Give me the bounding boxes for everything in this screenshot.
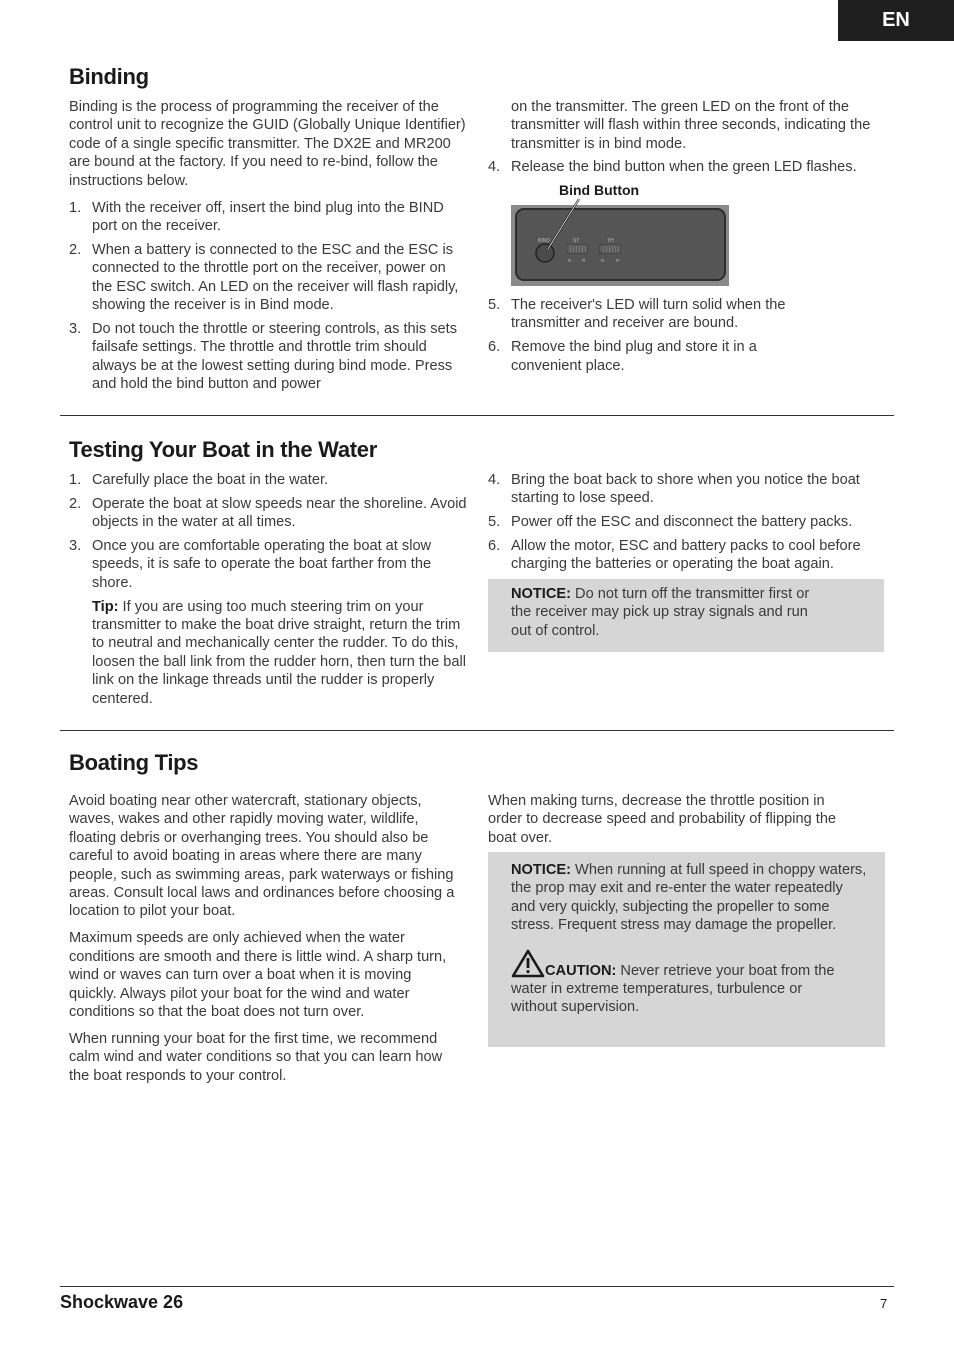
list-item-number: 2. bbox=[69, 241, 82, 258]
notice-label: NOTICE: bbox=[511, 586, 571, 602]
caution-label: CAUTION: bbox=[545, 962, 617, 979]
page-number: 7 bbox=[880, 1296, 888, 1311]
list-item-number: 6. bbox=[488, 339, 501, 356]
testing-heading: Testing Your Boat in the Water bbox=[69, 437, 377, 462]
list-item-number: 6. bbox=[488, 538, 501, 554]
binding-intro: Binding is the process of programming the receiver of the control unit to recognize the GUID (Globally Unique Identifier) code of a single specific transmitter. The DX2E and MR200 are bound at the factory. If you need to re-bind, follow the instructions below. bbox=[69, 99, 466, 189]
testing-right-column bbox=[488, 471, 888, 579]
panel-th-label: TH bbox=[607, 238, 614, 244]
tips-paragraph-1: Avoid boating near other watercraft, stationary objects, waves, wakes and other rapidly moving water, wildlife, floating debris or overhanging trees. You should also be careful to avoid boating in areas where there are many people, such as swimming areas, park waterways or fishing areas. Consult local laws and ordinances before choosing a location to pilot your boat. bbox=[69, 793, 455, 920]
list-item bbox=[488, 471, 888, 508]
list-item-text: With the receiver off, insert the bind plug into the BIND port on the receiver. bbox=[92, 199, 444, 234]
list-item-number: 5. bbox=[488, 297, 501, 313]
notice-text: Do not turn off the transmitter first or the receiver may pick up stray signals and run out of control. bbox=[511, 586, 810, 639]
binding-steps-list bbox=[69, 199, 467, 394]
list-item-text: Do not touch the throttle or steering controls, as this sets failsafe settings. The throttle and throttle trim should always be at the lowest setting during bind mode. Press and hold the bind button and power bbox=[92, 320, 458, 392]
notice-label: NOTICE: bbox=[511, 862, 571, 878]
transmitter-bind-diagram bbox=[511, 196, 729, 288]
list-item-text: Once you are comfortable operating the boat at slow speeds, it is safe to operate the boat farther from the shore. bbox=[92, 538, 432, 591]
list-item bbox=[488, 296, 818, 333]
list-item bbox=[69, 537, 467, 592]
testing-tip bbox=[69, 598, 467, 708]
boating-tips-right-column bbox=[488, 792, 858, 856]
notice-text: When running at full speed in choppy waters, the prop may exit and re-enter the water repeatedly and very quickly, subjecting the propeller to some stress. Frequent stress may damage the propeller. bbox=[511, 862, 867, 934]
list-item-number: 1. bbox=[69, 199, 82, 216]
list-item-number: 3. bbox=[69, 538, 82, 554]
panel-st-label: ST bbox=[573, 238, 580, 244]
bind-button-label: Bind Button bbox=[559, 182, 640, 198]
boating-caution bbox=[511, 949, 871, 1017]
tip-label: Tip: bbox=[92, 598, 119, 615]
binding-steps-list-c bbox=[488, 296, 818, 375]
list-item-text: The receiver's LED will turn solid when the transmitter and receiver are bound. bbox=[511, 297, 786, 332]
list-item bbox=[69, 199, 467, 236]
section-divider bbox=[60, 415, 894, 416]
list-item-text: Allow the motor, ESC and battery packs to cool before charging the batteries or operating the boat again. bbox=[511, 538, 861, 573]
bind-button bbox=[536, 244, 554, 262]
testing-notice-box bbox=[488, 579, 884, 652]
list-item-text: Operate the boat at slow speeds near the shoreline. Avoid objects in the water at all times. bbox=[92, 495, 467, 531]
testing-left-column bbox=[69, 471, 467, 717]
list-item-text: When a battery is connected to the ESC and the ESC is connected to the throttle port on the receiver, power on the ESC switch. An LED on the receiver will flash rapidly, showing the receiver is in Bind mode. bbox=[92, 241, 459, 313]
list-item-text: Power off the ESC and disconnect the battery packs. bbox=[511, 514, 853, 531]
binding-heading: Binding bbox=[69, 64, 149, 89]
binding-right-column-lower bbox=[488, 296, 818, 380]
boating-notice bbox=[511, 861, 871, 935]
binding-left-column bbox=[69, 98, 467, 399]
boating-tips-heading: Boating Tips bbox=[69, 750, 199, 775]
list-item bbox=[69, 320, 467, 394]
testing-steps-list-right bbox=[488, 471, 888, 574]
section-divider bbox=[60, 730, 894, 731]
svg-text:N: N bbox=[568, 258, 572, 263]
warning-icon bbox=[511, 949, 545, 978]
list-item bbox=[69, 241, 467, 315]
tips-paragraph-2: Maximum speeds are only achieved when the water conditions are smooth and there is little wind. A sharp turn, wind or waves can turn over a boat when it is moving quickly. Always pilot your boat for the wind and water conditions so that the boat does not turn over. bbox=[69, 930, 447, 1020]
svg-text:R: R bbox=[616, 258, 620, 263]
list-item-text: Bring the boat back to shore when you notice the boat starting to lose speed. bbox=[511, 472, 860, 507]
tips-paragraph-4: When making turns, decrease the throttle position in order to decrease speed and probability of flipping the boat over. bbox=[488, 793, 837, 846]
tips-paragraph-3: When running your boat for the first time, we recommend calm wind and water conditions so that you can learn how the boat responds to your control. bbox=[69, 1030, 443, 1084]
list-item bbox=[69, 471, 467, 489]
caution-text: Never retrieve your boat from the water in extreme temperatures, turbulence or without supervision. bbox=[511, 962, 835, 1016]
list-item-number: 4. bbox=[488, 159, 501, 176]
footer-divider bbox=[60, 1286, 894, 1287]
list-item-number: 3. bbox=[69, 320, 82, 337]
list-item bbox=[69, 495, 467, 532]
list-item-number: 4. bbox=[488, 472, 501, 488]
list-item-text: Release the bind button when the green LED flashes. bbox=[511, 159, 857, 176]
list-item-number: 5. bbox=[488, 514, 501, 531]
list-item-number: 1. bbox=[69, 472, 82, 488]
list-item-text: Carefully place the boat in the water. bbox=[92, 472, 329, 488]
list-item-text: Remove the bind plug and store it in a convenient place. bbox=[511, 339, 757, 374]
list-item bbox=[488, 513, 888, 531]
binding-steps-list-b bbox=[488, 158, 886, 176]
binding-right-column bbox=[488, 98, 886, 182]
list-item bbox=[488, 338, 818, 375]
list-item-number: 2. bbox=[69, 495, 82, 512]
footer-product-title: Shockwave 26 bbox=[60, 1292, 184, 1312]
binding-step3-continued: on the transmitter. The green LED on the front of the transmitter will flash within three seconds, indicating the transmitter is in bind mode. bbox=[511, 99, 871, 152]
boating-notice-box bbox=[488, 852, 885, 1047]
tip-text: If you are using too much steering trim on your transmitter to make the boat drive straight, return the trim to neutral and mechanically center the rudder. To do this, loosen the ball link from the rudder horn, then turn the ball link on the linkage threads until the rudder is properly centered. bbox=[92, 598, 466, 707]
boating-tips-left-column bbox=[69, 792, 461, 1094]
list-item bbox=[488, 158, 886, 176]
list-item bbox=[488, 537, 888, 574]
language-tab: EN bbox=[838, 0, 954, 41]
panel-bind-label: BIND bbox=[538, 238, 550, 244]
testing-steps-list bbox=[69, 471, 467, 592]
svg-text:R: R bbox=[582, 258, 586, 263]
svg-text:N: N bbox=[601, 258, 605, 263]
